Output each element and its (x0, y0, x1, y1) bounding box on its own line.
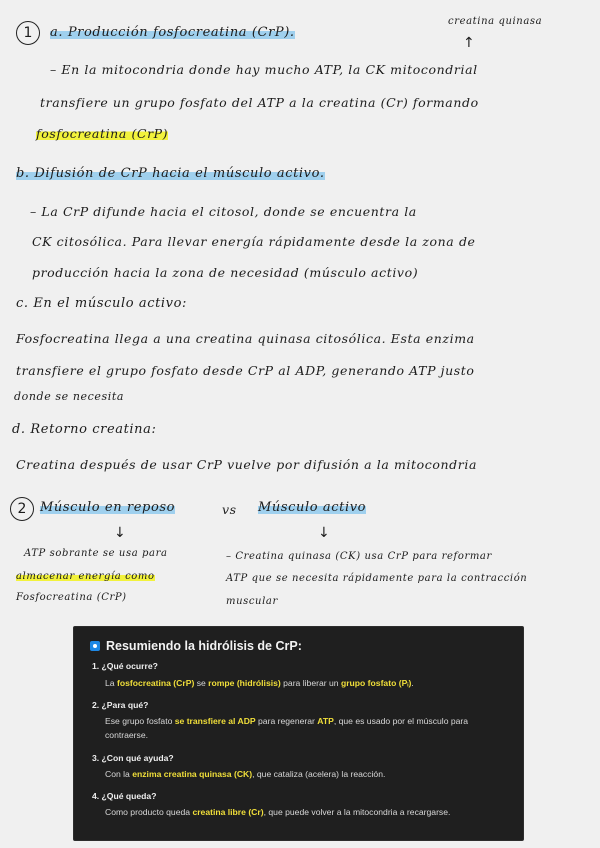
section-number-1: 1 (16, 21, 40, 45)
summary-answer-4: Como producto queda creatina libre (Cr), que puede volver a la mitocondria a recargarse. (105, 807, 451, 817)
summary-answer-3: Con la enzima creatina quinasa (CK), que cataliza (acelera) la reacción. (105, 769, 386, 779)
section2-title-left-text: Músculo en reposo (40, 500, 176, 515)
rest-line-1: ATP sobrante se usa para (24, 548, 168, 559)
section2-title-left (40, 500, 175, 515)
down-arrow-icon: ↓ (114, 525, 126, 541)
heading-c-text: c. En el músculo activo: (16, 296, 188, 311)
heading-a (50, 25, 295, 40)
b-line-2: CK citosólica. Para llevar energía rápidamente desde la zona de (32, 234, 476, 249)
d-line-1: Creatina después de usar CrP vuelve por difusión a la mitocondria (16, 457, 478, 472)
up-arrow-icon: ↑ (463, 35, 475, 51)
a-line-3 (36, 126, 168, 141)
b-line-1: – La CrP difunde hacia el citosol, donde se encuentra la (30, 204, 417, 219)
c-line-3: donde se necesita (14, 390, 125, 403)
active-line-1: – Creatina quinasa (CK) usa CrP para reformar (226, 551, 492, 562)
summary-question-4: 4. ¿Qué queda? (92, 791, 157, 801)
rest-line-2 (16, 571, 155, 582)
c-line-1: Fosfocreatina llega a una creatina quinasa citosólica. Esta enzima (16, 331, 475, 346)
a-line-3-text: fosfocreatina (CrP) (36, 126, 169, 141)
section2-title-right (258, 500, 366, 515)
heading-d-text: d. Retorno creatina: (12, 422, 157, 437)
summary-title-text: Resumiendo la hidrólisis de CrP: (106, 639, 302, 653)
summary-question-3: 3. ¿Con qué ayuda? (92, 753, 174, 763)
c-line-2: transfiere el grupo fosfato desde CrP al ADP, generando ATP justo (16, 363, 475, 378)
summary-answer-1: La fosfocreatina (CrP) se rompe (hidrólisis) para liberar un grupo fosfato (Pᵢ). (105, 678, 414, 688)
a-line-1: – En la mitocondria donde hay mucho ATP, la CK mitocondrial (50, 62, 478, 77)
b-line-3: producción hacia la zona de necesidad (músculo activo) (32, 265, 419, 280)
a-line-2: transfiere un grupo fosfato del ATP a la creatina (Cr) formando (40, 95, 479, 110)
section2-vs: vs (222, 502, 237, 517)
summary-question-1: 1. ¿Qué ocurre? (92, 661, 158, 671)
summary-panel (73, 626, 524, 841)
active-line-3: muscular (226, 596, 278, 607)
ck-annotation: creatina quinasa (448, 16, 543, 27)
heading-b (16, 166, 325, 181)
info-icon (90, 641, 100, 651)
rest-line-3: Fosfocreatina (CrP) (16, 592, 127, 603)
heading-a-text: a. Producción fosfocreatina (CrP). (50, 25, 295, 40)
section2-title-right-text: Músculo activo (258, 500, 367, 515)
heading-c (16, 296, 187, 311)
heading-b-text: b. Difusión de CrP hacia el músculo activo. (16, 166, 325, 181)
heading-d (12, 422, 157, 437)
rest-line-2-text: almacenar energía como (16, 571, 155, 582)
summary-question-2: 2. ¿Para qué? (92, 700, 149, 710)
summary-title (90, 639, 302, 653)
active-line-2: ATP que se necesita rápidamente para la contracción (226, 573, 528, 584)
down-arrow-icon: ↓ (318, 525, 330, 541)
summary-answer-2: Ese grupo fosfato se transfiere al ADP para regenerar ATP, que es usado por el músculo para contraerse. (105, 716, 469, 740)
section-number-2: 2 (10, 497, 34, 521)
